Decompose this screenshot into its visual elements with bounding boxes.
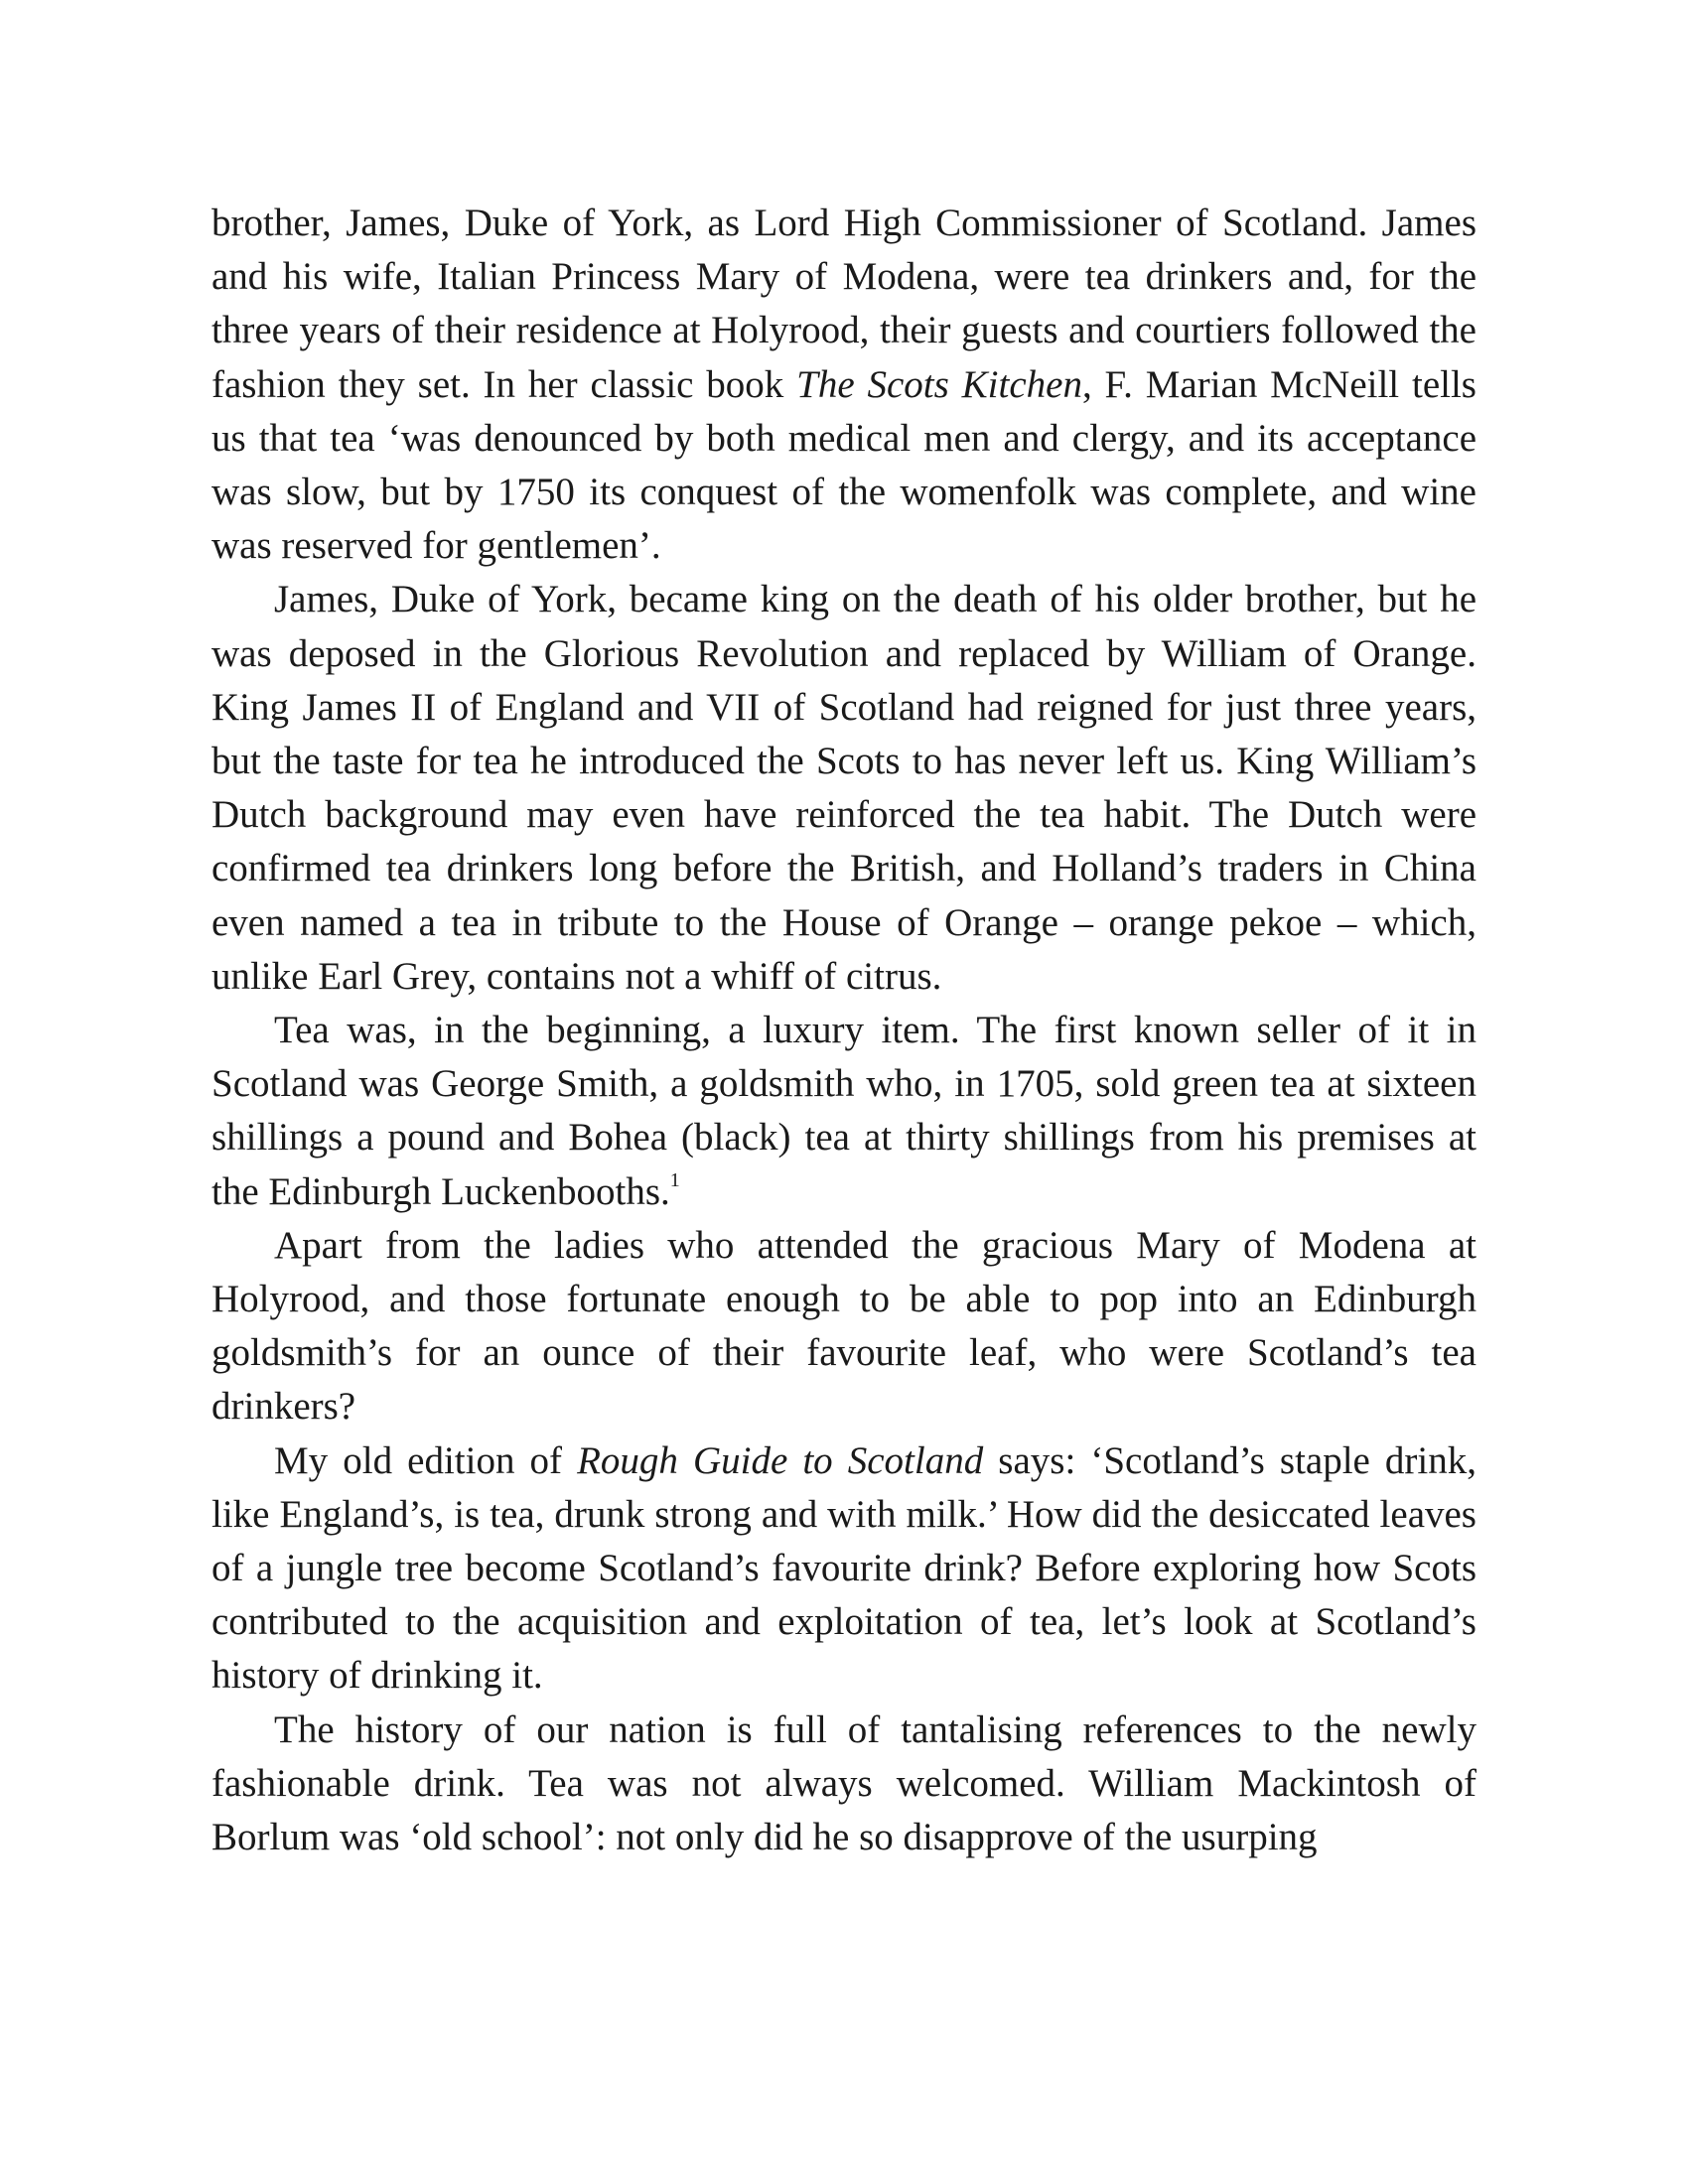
book-title: Rough Guide to Scotland bbox=[577, 1438, 984, 1482]
page-body bbox=[211, 197, 1477, 1864]
paragraph-text: , F. Marian McNeill tells us that tea ‘was denounced by both medical men and clergy, and its acceptance was slow, but by 1750 its conquest of the womenfolk was complete, and wine was reserved for gentlemen’. bbox=[211, 362, 1477, 568]
paragraph bbox=[211, 1704, 1477, 1865]
paragraph-text: James, Duke of York, became king on the death of his older brother, but he was deposed in the Glorious Revolution and replaced by William of Orange. King James II of England and VII of Scotland had reigned for just three years, but the taste for tea he introduced the Scots to has never left us. King William’s Dutch background may even have reinforced the tea habit. The Dutch were confirmed tea drinkers long before the British, and Holland’s traders in China even named a tea in tribute to the House of Orange – orange pekoe – which, unlike Earl Grey, contains not a whiff of citrus. bbox=[211, 578, 1477, 998]
paragraph bbox=[211, 573, 1477, 1004]
paragraph-text: says: ‘Scotland’s staple drink, like England’s, is tea, drunk strong and with milk.’ How did the desiccated leaves of a jungle tree become Scotland’s favourite drink? Before exploring how Scots contributed to the acquisition and exploitation of tea, let’s look at Scotland’s history of drinking it. bbox=[211, 1438, 1477, 1698]
paragraph bbox=[211, 1219, 1477, 1434]
paragraph bbox=[211, 1004, 1477, 1219]
paragraph bbox=[211, 1434, 1477, 1704]
paragraph-text: The history of our nation is full of tantalising references to the newly fashionable drink. Tea was not always welcomed. William Mackintosh of Borlum was ‘old school’: not only did he so disapprove of the usurping bbox=[211, 1707, 1477, 1859]
paragraph-text: brother, James, Duke of York, as Lord High Commissioner of Scotland. James and his wife, Italian Princess Mary of Modena, were tea drinkers and, for the three years of their residence at Holyrood, their guests and courtiers followed the fashion they set. In her classic book bbox=[211, 202, 1477, 406]
footnote-marker: 1 bbox=[669, 1168, 680, 1191]
paragraph-text: Apart from the ladies who attended the gracious Mary of Modena at Holyrood, and those fortunate enough to be able to pop into an Edinburgh goldsmith’s for an ounce of their favourite leaf, who were Scotland’s tea drinkers? bbox=[211, 1223, 1477, 1429]
paragraph-text: Tea was, in the beginning, a luxury item. The first known seller of it in Scotland was George Smith, a goldsmith who, in 1705, sold green tea at sixteen shillings a pound and Bohea (black) tea at thirty shillings from his premises at the Edinburgh Luckenbooths. bbox=[211, 1009, 1477, 1213]
paragraph-text: My old edition of bbox=[274, 1438, 578, 1482]
book-title: The Scots Kitchen bbox=[796, 362, 1082, 406]
paragraph bbox=[211, 197, 1477, 573]
